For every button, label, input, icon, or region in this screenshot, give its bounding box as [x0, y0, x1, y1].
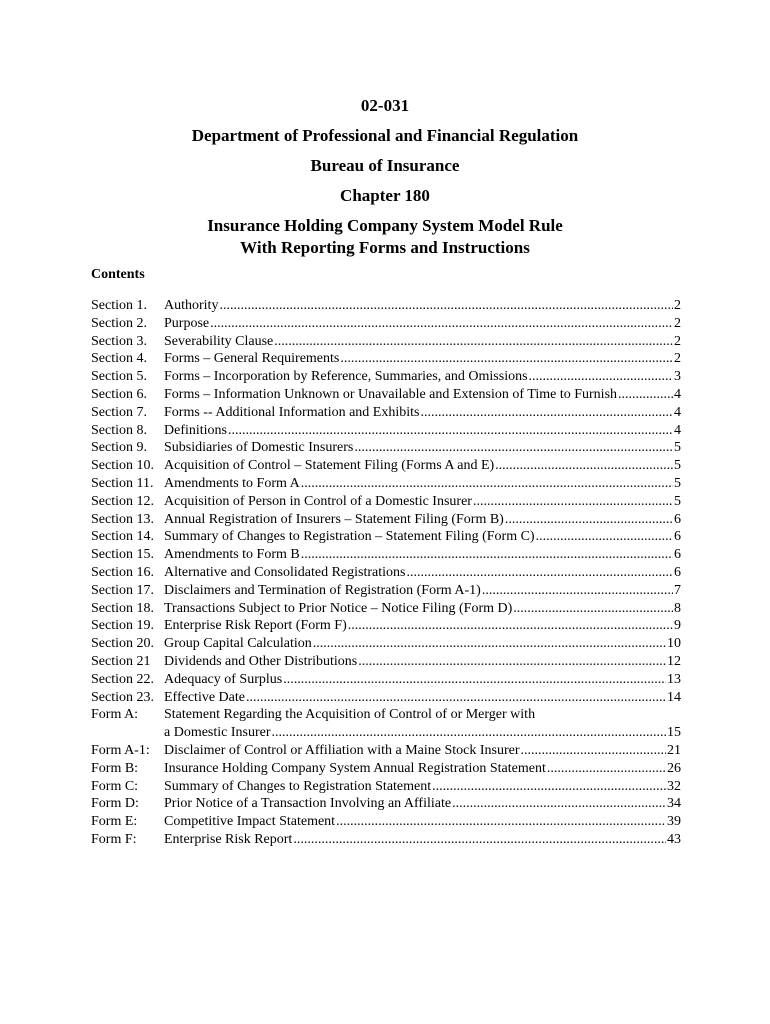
toc-entry-page: 15 [667, 725, 681, 741]
toc-entry-title: Adequacy of Surplus [164, 671, 283, 687]
toc-entry-title: Subsidiaries of Domestic Insurers [164, 440, 354, 456]
dot-leader [473, 493, 673, 511]
dot-leader [228, 422, 673, 440]
dot-leader [283, 671, 666, 689]
toc-entry-page: 2 [674, 333, 681, 349]
toc-entry-number: Form B: [91, 760, 139, 776]
toc-entry[interactable] [91, 582, 681, 600]
toc-entry-number: Section 5. [91, 369, 147, 385]
toc-entry[interactable] [91, 831, 681, 849]
toc-entry-title-line-1: Statement Regarding the Acquisition of Control of or Merger with [164, 707, 536, 723]
toc-entry-title: Forms – General Requirements [164, 351, 340, 367]
toc-entry-page: 2 [674, 351, 681, 367]
toc-entry-title: Insurance Holding Company System Annual Registration Statement [164, 760, 546, 776]
toc-entry[interactable] [91, 617, 681, 635]
toc-entry-title: Severability Clause [164, 333, 274, 349]
toc-entry[interactable] [91, 671, 681, 689]
toc-entry-title: a Domestic Insurer [164, 725, 271, 741]
toc-entry-title: Transactions Subject to Prior Notice – Notice Filing (Form D) [164, 600, 513, 616]
dot-leader [272, 724, 666, 742]
dot-leader [432, 778, 666, 796]
toc-entry-title: Disclaimer of Control or Affiliation with a Maine Stock Insurer [164, 742, 520, 758]
toc-entry-number: Section 4. [91, 351, 147, 367]
dot-leader [482, 582, 673, 600]
rule-code: 02-031 [360, 96, 410, 115]
dot-leader [547, 760, 666, 778]
toc-entry-page: 5 [674, 440, 681, 456]
toc-entry-title: Purpose [164, 315, 210, 331]
dot-leader [495, 457, 673, 475]
toc-entry-title: Acquisition of Control – Statement Filing (Forms A and E) [164, 458, 495, 474]
table-of-contents [91, 297, 681, 849]
toc-entry-number: Section 17. [91, 582, 154, 598]
dot-leader [513, 600, 673, 618]
toc-entry-number: Section 21 [91, 653, 151, 669]
dot-leader [210, 315, 673, 333]
toc-entry-number: Section 7. [91, 404, 147, 420]
toc-entry-page: 6 [674, 564, 681, 580]
dot-leader [529, 368, 673, 386]
toc-entry-number: Section 1. [91, 298, 147, 313]
toc-entry-number: Section 13. [91, 511, 154, 527]
toc-entry-title: Forms – Information Unknown or Unavailable and Extension of Time to Furnish [164, 386, 618, 402]
toc-entry[interactable] [91, 742, 681, 760]
dot-leader [336, 813, 666, 831]
toc-entry-title: Enterprise Risk Report (Form F) [164, 618, 347, 634]
toc-entry-number: Form E: [91, 814, 138, 830]
dot-leader [313, 635, 666, 653]
toc-entry[interactable] [91, 600, 681, 618]
toc-entry[interactable] [91, 404, 681, 422]
toc-entry-number: Form F: [91, 831, 137, 847]
dot-leader [274, 333, 673, 351]
dot-leader [420, 404, 673, 422]
toc-entry-title: Annual Registration of Insurers – Statement Filing (Form B) [164, 511, 504, 527]
dot-leader [354, 439, 673, 457]
toc-entry-page: 2 [674, 315, 681, 331]
toc-entry-number: Section 15. [91, 547, 154, 563]
toc-entry[interactable] [91, 350, 681, 368]
toc-entry-title: Summary of Changes to Registration Statement [164, 778, 432, 794]
toc-entry-number: Section 22. [91, 671, 154, 687]
toc-entry-page: 43 [667, 831, 681, 847]
toc-entry-number: Section 8. [91, 422, 147, 438]
toc-entry[interactable] [91, 635, 681, 653]
dot-leader [358, 653, 666, 671]
toc-entry-number: Section 16. [91, 564, 154, 580]
toc-entry-page: 6 [674, 529, 681, 545]
dot-leader [618, 386, 673, 404]
toc-entry-page: 13 [667, 671, 681, 687]
toc-entry[interactable] [91, 689, 681, 707]
toc-entry[interactable] [91, 422, 681, 440]
toc-entry-number: Section 18. [91, 600, 154, 616]
toc-entry[interactable] [91, 439, 681, 457]
bureau-name: Bureau of Insurance [310, 156, 460, 175]
toc-entry-title: Authority [164, 298, 219, 313]
toc-entry-number: Form A: [91, 707, 139, 723]
toc-entry-title: Prior Notice of a Transaction Involving an Affiliate [164, 796, 452, 812]
toc-entry-number: Form A-1: [91, 742, 150, 758]
toc-entry-page: 39 [667, 814, 681, 830]
toc-entry-title: Forms – Incorporation by Reference, Summaries, and Omissions [164, 369, 528, 385]
toc-entry-title: Alternative and Consolidated Registrations [164, 564, 406, 580]
toc-entry-page: 6 [674, 511, 681, 527]
rule-title-line-2: With Reporting Forms and Instructions [240, 238, 530, 257]
toc-entry-page: 5 [674, 458, 681, 474]
dot-leader [219, 297, 673, 315]
toc-entry[interactable] [91, 564, 681, 582]
toc-entry-page: 21 [667, 742, 681, 758]
toc-entry-page: 5 [674, 493, 681, 509]
toc-entry-page: 6 [674, 547, 681, 563]
toc-entry-page: 8 [674, 600, 681, 616]
dot-leader [406, 564, 673, 582]
toc-entry-number: Section 3. [91, 333, 147, 349]
dot-leader [301, 546, 673, 564]
toc-entry-title: Forms -- Additional Information and Exhibits [164, 404, 420, 420]
toc-entry[interactable] [91, 457, 681, 475]
toc-entry[interactable] [91, 297, 681, 315]
toc-entry-page: 5 [674, 475, 681, 491]
department-name: Department of Professional and Financial Regulation [191, 126, 579, 145]
toc-entry[interactable] [91, 315, 681, 333]
dot-leader [301, 475, 673, 493]
toc-entry[interactable] [91, 795, 681, 813]
dot-leader [348, 617, 673, 635]
toc-entry-page: 26 [667, 760, 681, 776]
toc-entry-title: Group Capital Calculation [164, 636, 312, 652]
toc-entry-number: Section 11. [91, 475, 154, 491]
toc-entry-number: Section 19. [91, 618, 154, 634]
toc-entry[interactable] [91, 528, 681, 546]
toc-entry[interactable] [91, 760, 681, 778]
toc-entry-number: Form C: [91, 778, 139, 794]
toc-entry-page: 34 [667, 796, 681, 812]
dot-leader [521, 742, 666, 760]
dot-leader [452, 795, 666, 813]
toc-entry-page: 9 [674, 618, 681, 634]
toc-entry-title: Amendments to Form A [164, 475, 300, 491]
dot-leader [505, 511, 673, 529]
toc-entry-number: Section 14. [91, 529, 154, 545]
dot-leader [536, 528, 673, 546]
toc-entry-number: Section 10. [91, 458, 154, 474]
toc-entry-number: Section 20. [91, 636, 154, 652]
toc-entry-title: Competitive Impact Statement [164, 814, 336, 830]
toc-entry-number: Section 12. [91, 493, 154, 509]
toc-entry-number: Section 2. [91, 315, 147, 331]
chapter-number: Chapter 180 [340, 186, 430, 205]
toc-entry-page: 4 [674, 404, 681, 420]
toc-entry-page: 2 [674, 298, 681, 313]
toc-entry-title: Enterprise Risk Report [164, 831, 293, 847]
dot-leader [293, 831, 666, 849]
toc-entry-number: Form D: [91, 796, 139, 812]
contents-heading: Contents [91, 267, 145, 282]
toc-entry-page: 10 [667, 636, 681, 652]
toc-entry[interactable] [91, 653, 681, 671]
toc-entry[interactable] [91, 706, 681, 742]
toc-entry-page: 7 [674, 582, 681, 598]
toc-entry-title: Summary of Changes to Registration – Statement Filing (Form C) [164, 529, 535, 545]
toc-entry-page: 12 [667, 653, 681, 669]
toc-entry[interactable] [91, 493, 681, 511]
toc-entry-title: Effective Date [164, 689, 245, 705]
toc-entry[interactable] [91, 546, 681, 564]
toc-entry-title: Acquisition of Person in Control of a Domestic Insurer [164, 493, 472, 509]
dot-leader [340, 350, 673, 368]
toc-entry-number: Section 6. [91, 386, 147, 402]
rule-title-line-1: Insurance Holding Company System Model Rule [207, 216, 563, 235]
toc-entry-number: Section 23. [91, 689, 154, 705]
toc-entry-title: Disclaimers and Termination of Registration (Form A-1) [164, 582, 481, 598]
toc-entry-title: Dividends and Other Distributions [164, 653, 358, 669]
toc-entry[interactable] [91, 813, 681, 831]
toc-entry[interactable] [91, 778, 681, 796]
toc-entry[interactable] [91, 475, 681, 493]
toc-entry[interactable] [91, 333, 681, 351]
toc-entry[interactable] [91, 511, 681, 529]
toc-entry[interactable] [91, 368, 681, 386]
toc-entry-page: 4 [674, 422, 681, 438]
toc-entry-number: Section 9. [91, 440, 147, 456]
toc-entry-page: 32 [667, 778, 681, 794]
dot-leader [246, 689, 666, 707]
toc-entry-page: 4 [674, 386, 681, 402]
toc-entry-page: 3 [674, 369, 681, 385]
toc-entry-page: 14 [667, 689, 681, 705]
toc-entry-title: Amendments to Form B [164, 547, 300, 563]
toc-entry-title: Definitions [164, 422, 227, 438]
toc-entry[interactable] [91, 386, 681, 404]
